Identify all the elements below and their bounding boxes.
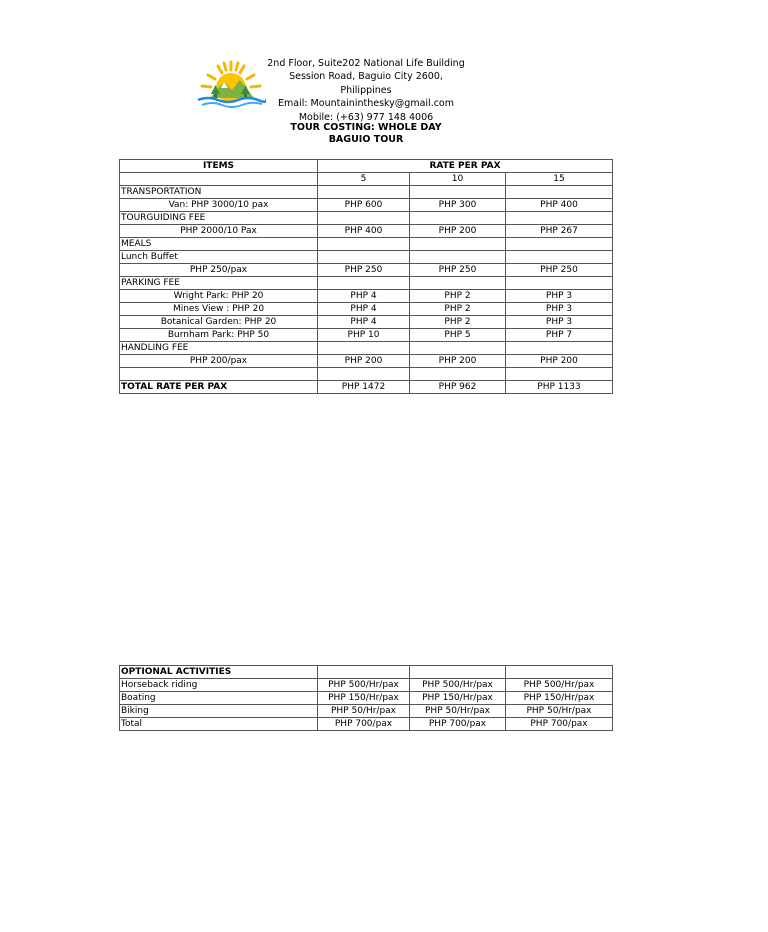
company-address-block bbox=[266, 57, 466, 124]
rate-cell: PHP 3 bbox=[506, 303, 613, 316]
rate-cell bbox=[506, 238, 613, 251]
section-label: Lunch Buffet bbox=[120, 251, 318, 264]
item-label: Botanical Garden: PHP 20 bbox=[120, 316, 318, 329]
company-logo bbox=[196, 58, 266, 110]
item-label: Van: PHP 3000/10 pax bbox=[120, 199, 318, 212]
table-row bbox=[120, 290, 613, 303]
title-line-1: TOUR COSTING: WHOLE DAY bbox=[290, 122, 442, 133]
optional-activities-header: OPTIONAL ACTIVITIES bbox=[120, 666, 318, 679]
address-line-2: Session Road, Baguio City 2600, Philippines bbox=[289, 71, 443, 96]
rate-cell: PHP 200 bbox=[506, 355, 613, 368]
rate-cell: PHP 4 bbox=[318, 316, 410, 329]
rate-cell bbox=[410, 186, 506, 199]
activity-label: Biking bbox=[120, 705, 318, 718]
optional-row bbox=[120, 718, 613, 731]
rate-cell: PHP 7 bbox=[506, 329, 613, 342]
activity-label: Horseback riding bbox=[120, 679, 318, 692]
rate-cell: PHP 4 bbox=[318, 303, 410, 316]
rate-cell: PHP 200 bbox=[318, 355, 410, 368]
address-line-1: 2nd Floor, Suite202 National Life Building bbox=[267, 58, 465, 69]
rate-cell: PHP 2 bbox=[410, 303, 506, 316]
rate-cell: PHP 4 bbox=[318, 290, 410, 303]
activity-rate: PHP 150/Hr/pax bbox=[318, 692, 410, 705]
rate-per-pax-header: RATE PER PAX bbox=[318, 160, 613, 173]
item-label bbox=[120, 368, 318, 381]
rate-cell bbox=[318, 238, 410, 251]
total-row bbox=[120, 381, 613, 394]
table-row bbox=[120, 303, 613, 316]
rate-cell bbox=[506, 212, 613, 225]
section-label: PARKING FEE bbox=[120, 277, 318, 290]
activity-rate: PHP 50/Hr/pax bbox=[410, 705, 506, 718]
company-mobile: Mobile: (+63) 977 148 4006 bbox=[298, 111, 434, 123]
rate-cell bbox=[506, 368, 613, 381]
table-row bbox=[120, 212, 613, 225]
table-row bbox=[120, 316, 613, 329]
rate-cell: PHP 3 bbox=[506, 316, 613, 329]
rate-cell bbox=[318, 186, 410, 199]
activity-rate: PHP 700/pax bbox=[506, 718, 613, 731]
section-label: MEALS bbox=[120, 238, 318, 251]
total-label: TOTAL RATE PER PAX bbox=[120, 381, 318, 394]
activity-rate: PHP 700/pax bbox=[318, 718, 410, 731]
title-line-2: BAGUIO TOUR bbox=[328, 134, 404, 145]
section-label: HANDLING FEE bbox=[120, 342, 318, 355]
total-value: PHP 1472 bbox=[318, 381, 410, 394]
items-header: ITEMS bbox=[120, 160, 318, 173]
optional-activities-table bbox=[119, 665, 613, 731]
pax-count-row bbox=[120, 173, 613, 186]
rate-cell bbox=[410, 342, 506, 355]
optional-row bbox=[120, 705, 613, 718]
rate-cell: PHP 600 bbox=[318, 199, 410, 212]
table-row bbox=[120, 329, 613, 342]
rate-cell bbox=[506, 277, 613, 290]
rate-cell bbox=[410, 277, 506, 290]
table-header-row bbox=[120, 160, 613, 173]
rate-cell: PHP 250 bbox=[318, 264, 410, 277]
activity-rate: PHP 150/Hr/pax bbox=[410, 692, 506, 705]
rate-cell bbox=[318, 251, 410, 264]
rate-cell bbox=[506, 186, 613, 199]
table-row bbox=[120, 225, 613, 238]
table-row bbox=[120, 238, 613, 251]
table-row bbox=[120, 199, 613, 212]
rate-cell: PHP 267 bbox=[506, 225, 613, 238]
rate-cell: PHP 400 bbox=[318, 225, 410, 238]
company-email: Email: Mountaininthesky@gmail.com bbox=[277, 98, 454, 110]
item-label: PHP 2000/10 Pax bbox=[120, 225, 318, 238]
rate-cell bbox=[318, 212, 410, 225]
costing-table bbox=[119, 159, 613, 394]
item-label: PHP 200/pax bbox=[120, 355, 318, 368]
rate-cell bbox=[318, 277, 410, 290]
rate-cell bbox=[506, 251, 613, 264]
table-row bbox=[120, 277, 613, 290]
rate-cell bbox=[410, 238, 506, 251]
section-label: TRANSPORTATION bbox=[120, 186, 318, 199]
table-row bbox=[120, 368, 613, 381]
activity-rate: PHP 50/Hr/pax bbox=[506, 705, 613, 718]
rate-cell bbox=[410, 251, 506, 264]
table-row bbox=[120, 186, 613, 199]
rate-cell: PHP 400 bbox=[506, 199, 613, 212]
table-row bbox=[120, 264, 613, 277]
rate-cell: PHP 200 bbox=[410, 225, 506, 238]
rate-cell: PHP 2 bbox=[410, 316, 506, 329]
item-label: PHP 250/pax bbox=[120, 264, 318, 277]
rate-cell: PHP 2 bbox=[410, 290, 506, 303]
pax-10: 10 bbox=[410, 173, 506, 186]
activity-rate: PHP 500/Hr/pax bbox=[318, 679, 410, 692]
document-title bbox=[266, 122, 466, 146]
table-row bbox=[120, 342, 613, 355]
rate-cell bbox=[410, 368, 506, 381]
optional-row bbox=[120, 692, 613, 705]
pax-15: 15 bbox=[506, 173, 613, 186]
rate-cell: PHP 200 bbox=[410, 355, 506, 368]
activity-rate: PHP 500/Hr/pax bbox=[410, 679, 506, 692]
rate-cell bbox=[410, 212, 506, 225]
rate-cell: PHP 250 bbox=[506, 264, 613, 277]
rate-cell bbox=[318, 342, 410, 355]
rate-cell bbox=[318, 368, 410, 381]
optional-header-row bbox=[120, 666, 613, 679]
activity-rate: PHP 500/Hr/pax bbox=[506, 679, 613, 692]
total-value: PHP 962 bbox=[410, 381, 506, 394]
rate-cell: PHP 300 bbox=[410, 199, 506, 212]
item-label: Mines View : PHP 20 bbox=[120, 303, 318, 316]
section-label: TOURGUIDING FEE bbox=[120, 212, 318, 225]
activity-rate: PHP 150/Hr/pax bbox=[506, 692, 613, 705]
activity-rate: PHP 50/Hr/pax bbox=[318, 705, 410, 718]
table-row bbox=[120, 355, 613, 368]
rate-cell bbox=[506, 342, 613, 355]
activity-label: Boating bbox=[120, 692, 318, 705]
pax-5: 5 bbox=[318, 173, 410, 186]
rate-cell: PHP 10 bbox=[318, 329, 410, 342]
total-value: PHP 1133 bbox=[506, 381, 613, 394]
activity-label: Total bbox=[120, 718, 318, 731]
optional-row bbox=[120, 679, 613, 692]
item-label: Wright Park: PHP 20 bbox=[120, 290, 318, 303]
rate-cell: PHP 3 bbox=[506, 290, 613, 303]
item-label: Burnham Park: PHP 50 bbox=[120, 329, 318, 342]
rate-cell: PHP 5 bbox=[410, 329, 506, 342]
activity-rate: PHP 700/pax bbox=[410, 718, 506, 731]
rate-cell: PHP 250 bbox=[410, 264, 506, 277]
table-row bbox=[120, 251, 613, 264]
